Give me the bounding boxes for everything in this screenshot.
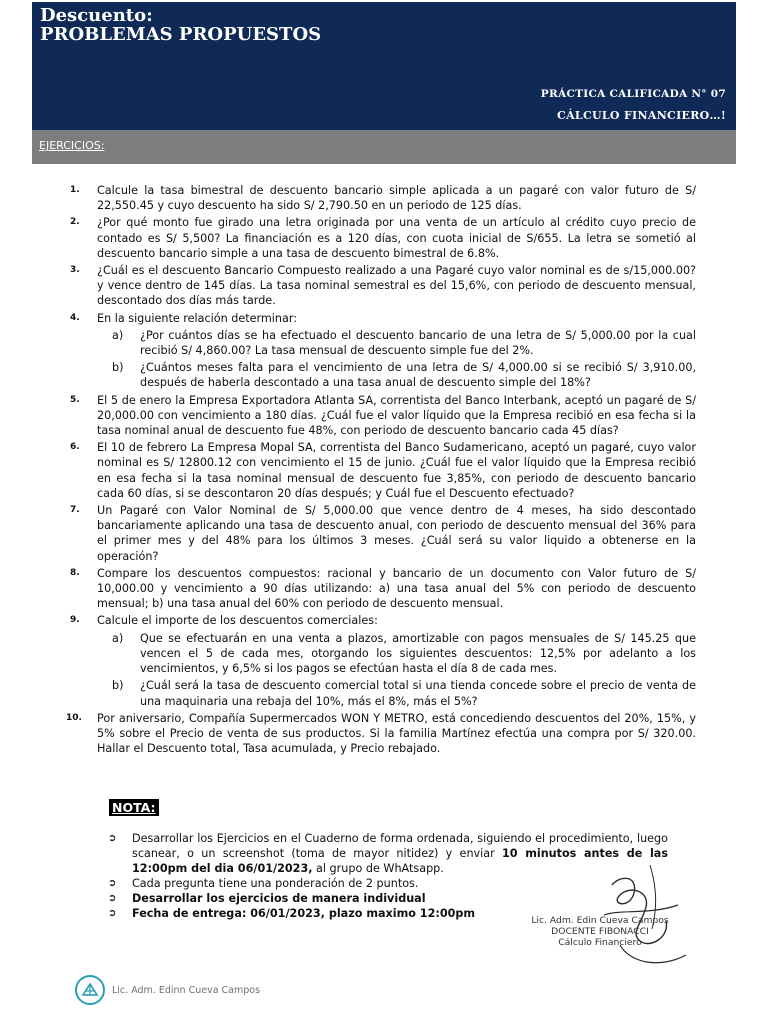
handwritten-signature [590,845,700,975]
signature-block [515,915,685,948]
problem-text: Compare los descuentos compuestos: racional y bancario de un documento con Valor futuro de S/ 10,000.00 y vencimiento a 90 días utilizando: a) una tasa anual del 5% con periodo de descuento mensual; b) una tasa anual del 60% con periodo de descuento mensual. [97,566,696,611]
problem-number: 9. [70,615,80,626]
signature-name: Lic. Adm. Edin Cueva Campos [531,915,669,926]
arrow-bullet-icon: ➲ [108,833,117,844]
problem-text: Un Pagaré con Valor Nominal de S/ 5,000.00 que vence dentro de 4 meses, ha sido descontado bancariamente aplicando una tasa de descuento anual, con periodo de descuento mensual del 36% para el primer mes y del 48% para los últimos 3 meses. ¿Cuál será su valor liquido a obtenerse en la operación? [97,504,696,563]
problem-number: 7. [70,505,80,516]
sub-item [97,631,696,677]
problem-text: Calcule la tasa bimestral de descuento bancario simple aplicada a un pagaré con valor futuro de S/ 22,550.45 y cuyo descuento ha sido S/ 2,790.50 en un periodo de 125 días. [97,184,696,213]
problem-text: ¿Por qué monto fue girado una letra originada por una venta de un artículo al crédito cuyo precio de contado es S/ 5,500? La financiación es a 120 días, con cuota inicial de S/655. La letra se sometió al descuento bancario simple a una tasa de descuento bimestral de 6.8%. [97,216,696,260]
arrow-bullet-icon: ➲ [108,878,117,889]
problem-item [70,393,696,439]
arrow-bullet-icon: ➲ [108,908,117,919]
sub-item [97,328,696,358]
document-title [40,6,321,44]
problem-item [70,613,696,708]
course-name: CÁLCULO FINANCIERO…! [557,109,726,122]
note-list [108,831,668,921]
problem-text: El 10 de febrero La Empresa Mopal SA, correntista del Banco Sudamericano, aceptó un pagaré, cuyo valor nominal es S/ 12800.12 con vencimiento el 15 de junio. ¿Cuál fue el valor líquido que la Empresa recibió en esa fecha si la tasa nominal mensual de descuento fue 3,85%, con periodo de descuento bancario cada 60 días, si se descontaron 20 días después; y Cuál fue el Descuento efectuado? [97,441,696,500]
sub-item [97,678,696,708]
problem-number: 4. [70,312,80,323]
sub-text: Que se efectuarán en una venta a plazos, amortizable con pagos mensuales de S/ 145.25 que vencen el 5 de cada mes, otorgando los siguientes descuentos: 12,5% por adelanto a los vencimientos, y 6,5% si los pagos se efectúan hasta el día 8 de cada mes. [140,631,696,676]
sub-letter: a) [112,631,124,645]
problem-item [70,183,696,213]
title-line-2: PROBLEMAS PROPUESTOS [40,24,322,45]
problem-text: ¿Cuál es el descuento Bancario Compuesto realizado a una Pagaré cuyo valor nominal es de s/15,000.00? y vence dentro de 145 días. La tasa nominal semestral es del 15,6%, con periodo de descuento mensual, descontado dos días más tarde. [97,264,696,308]
note-text: Desarrollar los ejercicios de manera individual [132,892,426,905]
document-header [32,2,736,130]
problem-number: 6. [70,442,80,453]
problem-item [70,215,696,261]
signature-role: DOCENTE FIBONACCI [551,926,649,937]
arrow-bullet-icon: ➲ [108,893,117,904]
title-line-1: Descuento: [40,5,153,26]
note-label: NOTA: [109,799,159,816]
signature-course: Cálculo Financiero [558,937,642,948]
problem-text: En la siguiente relación determinar: [97,311,298,325]
section-label-text: EJERCICIOS [39,139,101,152]
section-label [39,139,104,152]
sub-item [97,360,696,390]
problem-number: 10. [66,712,82,723]
note-item [108,891,668,906]
problem-item [70,440,696,501]
institution-logo-icon [74,974,106,1006]
footer-author: Lic. Adm. Edinn Cueva Campos [112,985,261,996]
problem-number: 8. [70,567,80,578]
note-text: Desarrollar los Ejercicios en el Cuaderno de forma ordenada, siguiendo el procedimiento, luego scanear, o un screenshot (toma de mayor nitidez) y enviar [132,832,668,860]
practice-number: PRÁCTICA CALIFICADA N° 07 [540,88,726,100]
problem-list [66,183,696,758]
problem-item [70,263,696,309]
problem-text: Por aniversario, Compañía Supermercados WON Y METRO, está concediendo descuentos del 20%, 15%, y 5% sobre el Precio de venta de sus productos. Si la familia Martínez efectúa una compra por S/ 320.00. Hallar el Descuento total, Tasa acumulada, y Precio rebajado. [97,711,696,756]
problem-item [66,711,696,757]
note-item [108,831,668,876]
problem-item [70,311,696,391]
problem-number: 3. [70,265,80,276]
note-deadline: 10 minutos antes de las 12:00pm del dia 06/01/2023, [132,847,668,875]
sub-text: ¿Cuántos meses falta para el vencimiento de una letra de S/ 4,000.00 si se recibió S/ 3,910.00, después de haberla descontado a una tasa anual de descuento simple del 18%? [140,361,696,390]
problem-item [70,566,696,612]
problem-item [70,503,696,564]
sub-letter: b) [112,679,124,693]
note-text: Cada pregunta tiene una ponderación de 2 puntos. [132,877,419,890]
section-label-suffix: : [100,139,105,152]
problem-number: 2. [70,217,80,228]
section-band [32,130,736,164]
problem-number: 1. [70,185,80,195]
note-text: Fecha de entrega: 06/01/2023, plazo maximo 12:00pm [132,907,476,920]
problem-text: Calcule el importe de los descuentos comerciales: [97,614,378,628]
sub-letter: b) [112,361,124,375]
problem-number: 5. [70,394,80,405]
sub-text: ¿Por cuántos días se ha efectuado el descuento bancario de una letra de S/ 5,000.00 por la cual recibió S/ 4,860.00? La tasa mensual de descuento simple fue del 2%. [140,328,696,358]
note-text-end: al grupo de WhAtsapp. [312,862,444,875]
problem-text: El 5 de enero la Empresa Exportadora Atlanta SA, correntista del Banco Interbank, aceptó un pagaré de S/ 20,000.00 con vencimiento a 180 días. ¿Cuál fue el valor líquido que la Empresa recibió en esa fecha si la tasa nominal anual de descuento fue 48%, con periodo de descuento bancario cada 45 días? [97,393,696,438]
sub-letter: a) [112,328,124,342]
note-item [108,876,668,891]
sub-text: ¿Cuál será la tasa de descuento comercial total si una tienda concede sobre el precio de venta de una maquinaria una rebaja del 10%, más el 8%, más el 5%? [140,679,696,708]
